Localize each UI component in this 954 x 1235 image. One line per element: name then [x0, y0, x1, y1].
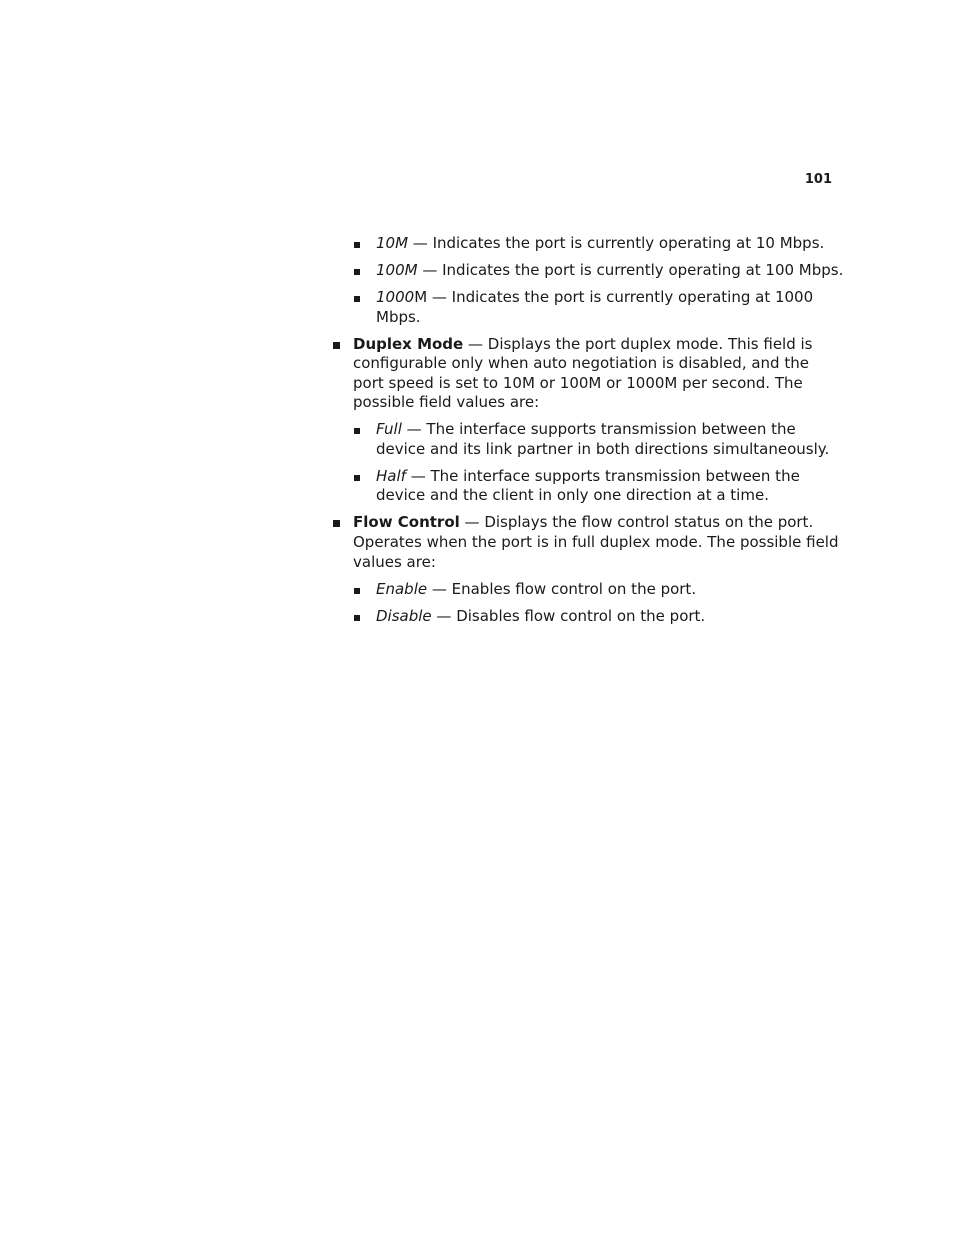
- term: 1000: [376, 287, 415, 306]
- list-item-speed-10m: [330, 234, 844, 254]
- term: Flow Control: [353, 513, 460, 532]
- term: Half: [376, 466, 406, 485]
- term: Full: [376, 420, 402, 439]
- list-item-duplex-full: [330, 420, 844, 459]
- description: — Indicates the port is currently operating at 1000 Mbps.: [376, 287, 814, 326]
- page-content: [330, 234, 844, 634]
- description: — Disables flow control on the port.: [431, 606, 706, 625]
- term: 100M: [376, 260, 418, 279]
- square-bullet-icon: [354, 296, 360, 302]
- description: — Displays the port duplex mode. This field is configurable only when auto negotiation is disabled, and the port speed is set to 10M or 100M or 1000M per second. The possible field values are:: [353, 334, 813, 412]
- description: — Indicates the port is currently operating at 100 Mbps.: [417, 260, 844, 279]
- list-item-speed-1000m: [330, 288, 844, 327]
- description: — Indicates the port is currently operating at 10 Mbps.: [408, 234, 825, 252]
- list-item-flow-control: [330, 513, 844, 572]
- square-bullet-icon: [333, 342, 340, 349]
- square-bullet-icon: [354, 615, 360, 621]
- term: 10M: [376, 234, 409, 252]
- square-bullet-icon: [354, 428, 360, 434]
- square-bullet-icon: [354, 269, 360, 275]
- description: — The interface supports transmission between the device and its link partner in both directions simultaneously.: [376, 420, 830, 458]
- term: Enable: [376, 579, 428, 598]
- list-item-flow-disable: [330, 607, 844, 627]
- list-item-duplex-half: [330, 467, 844, 506]
- term-suffix: M: [414, 287, 428, 306]
- square-bullet-icon: [333, 520, 340, 527]
- list-item-flow-enable: [330, 580, 844, 600]
- description: — Enables flow control on the port.: [427, 579, 697, 598]
- square-bullet-icon: [354, 242, 360, 248]
- term: Duplex Mode: [353, 334, 464, 353]
- term: Disable: [376, 606, 432, 625]
- page-number: 101: [804, 172, 832, 187]
- list-item-speed-100m: [330, 261, 844, 281]
- list-item-duplex-mode: [330, 335, 844, 413]
- description: — Displays the flow control status on the port. Operates when the port is in full duplex mode. The possible field values are:: [353, 513, 839, 571]
- square-bullet-icon: [354, 588, 360, 594]
- square-bullet-icon: [354, 475, 360, 481]
- description: — The interface supports transmission between the device and the client in only one direction at a time.: [376, 466, 800, 505]
